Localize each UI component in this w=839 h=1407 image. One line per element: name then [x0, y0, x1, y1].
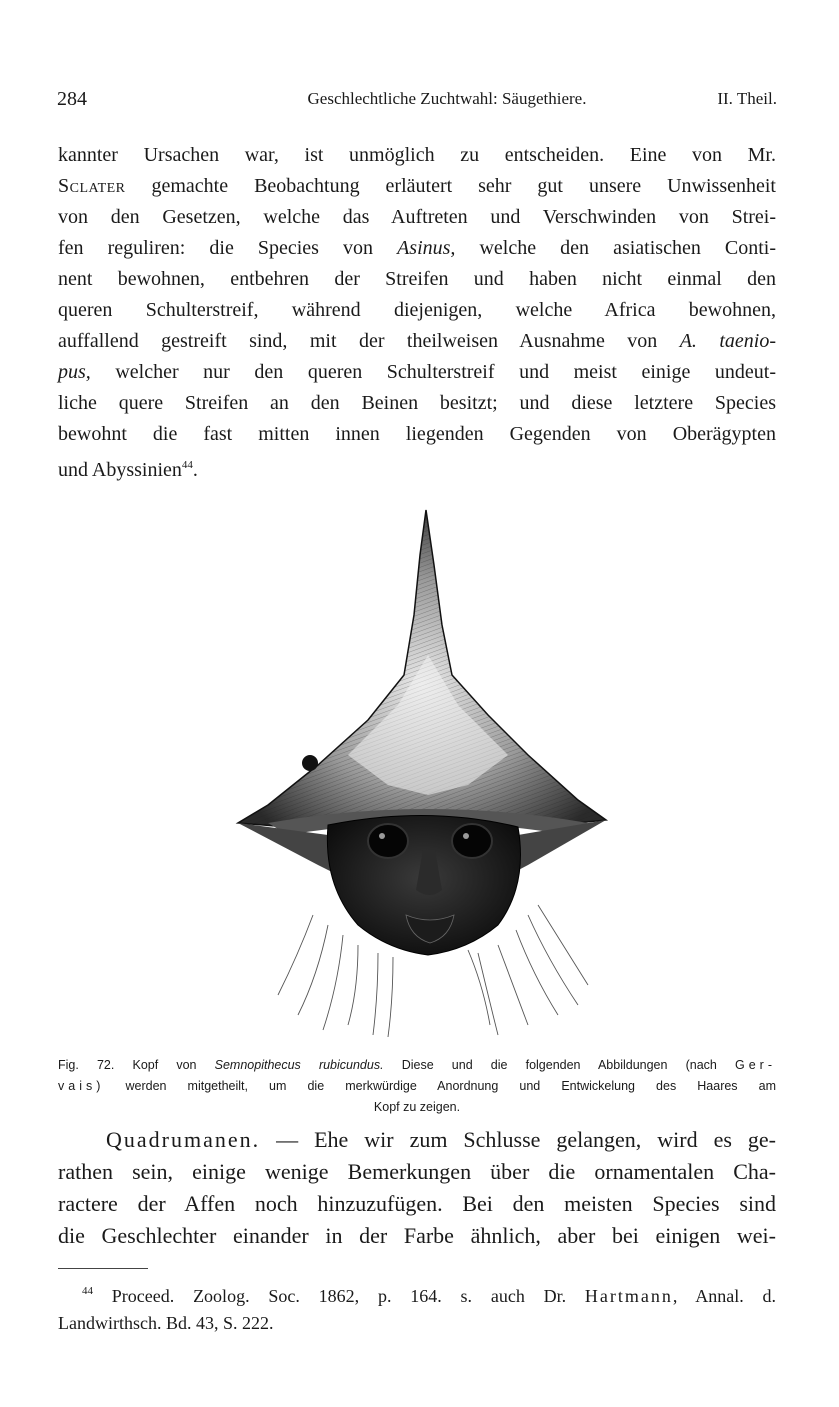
running-title: Geschlechtliche Zuchtwahl: Säugethiere. — [307, 89, 587, 108]
monkey-head-illustration — [228, 505, 612, 1045]
text-line: kannter Ursachen war, ist unmöglich zu entscheiden. Eine von Mr. — [58, 144, 776, 166]
text-line: Quadrumanen. — Ehe wir zum Schlusse gelangen, wird es ge- — [106, 1127, 776, 1152]
footnote-ref: 44 — [181, 459, 193, 471]
running-header — [57, 88, 777, 114]
author-name: Ger- — [735, 1058, 776, 1072]
page-number: 284 — [57, 88, 87, 110]
text-line: queren Schulterstreif, während diejenigen, welche Africa bewohnen, — [58, 299, 776, 321]
caption-line: Kopf zu zeigen. — [373, 1100, 461, 1114]
text-line: ractere der Affen noch hinzuzufügen. Bei den meisten Species sind — [58, 1191, 776, 1216]
text-line: die Geschlechter einander in der Farbe ähnlich, aber bei einigen wei- — [58, 1223, 776, 1248]
body-paragraph-2 — [58, 1124, 776, 1252]
text-line: pus, welcher nur den queren Schulterstreif und meist einige undeut- — [58, 361, 776, 383]
text-line: bewohnt die fast mitten innen liegenden Gegenden von Oberägypten — [58, 423, 776, 445]
species-name-cont: pus, — [58, 361, 91, 383]
section-title: Quadrumanen. — [106, 1127, 261, 1152]
species-name: Semnopithecus rubicundus. — [214, 1058, 384, 1072]
species-name: A. taenio- — [679, 330, 776, 352]
text-line: fen reguliren: die Species von Asinus, welche den asiatischen Conti- — [58, 237, 776, 259]
body-paragraph-1 — [58, 140, 776, 481]
right-eye — [452, 824, 492, 858]
text-line: nent bewohnen, entbehren der Streifen und haben nicht einmal den — [58, 268, 776, 290]
text-line: von den Gesetzen, welche das Auftreten und Verschwinden von Strei- — [58, 206, 776, 228]
caption-line: vais) werden mitgetheilt, um die merkwürdige Anordnung und Entwickelung des Haares am — [58, 1079, 776, 1093]
text-line: Sclater gemachte Beobachtung erläutert sehr gut unsere Unwissenheit — [58, 175, 776, 197]
footnote — [58, 1278, 776, 1337]
caption-line: Fig. 72. Kopf von Semnopithecus rubicundus. Diese und die folgenden Abbildungen (nach Ger- — [58, 1058, 776, 1072]
author-name-cont: vais) — [58, 1079, 105, 1093]
footnote-marker: 44 — [82, 1285, 93, 1297]
author-name: Sclater — [58, 175, 126, 197]
left-eye — [368, 824, 408, 858]
figure-caption — [58, 1055, 776, 1118]
text-line: liche quere Streifen an den Beinen besitzt; und diese letztere Species — [58, 392, 776, 414]
footnote-divider — [58, 1268, 148, 1269]
part-label: II. Theil. — [717, 89, 777, 108]
figure-label: Fig. 72. — [58, 1058, 115, 1072]
footnote-line: $^{44}$ Proceed. Zoolog. Soc. 1862, p. 164. s. auch Dr. Hartmann, Annal. d. — [82, 1285, 776, 1306]
footnote-line: Landwirthsch. Bd. 43, S. 222. — [58, 1313, 274, 1333]
text-line: auffallend gestreift sind, mit der theilweisen Ausnahme von A. taenio- — [58, 330, 776, 352]
genus-name: Asinus, — [397, 237, 456, 259]
ear-dot — [302, 755, 318, 771]
author-name: Hartmann — [584, 1286, 673, 1306]
text-line: rathen sein, einige wenige Bemerkungen über die ornamentalen Cha- — [58, 1159, 776, 1184]
text-line: und Abyssinien$^{44}$. — [58, 459, 198, 481]
